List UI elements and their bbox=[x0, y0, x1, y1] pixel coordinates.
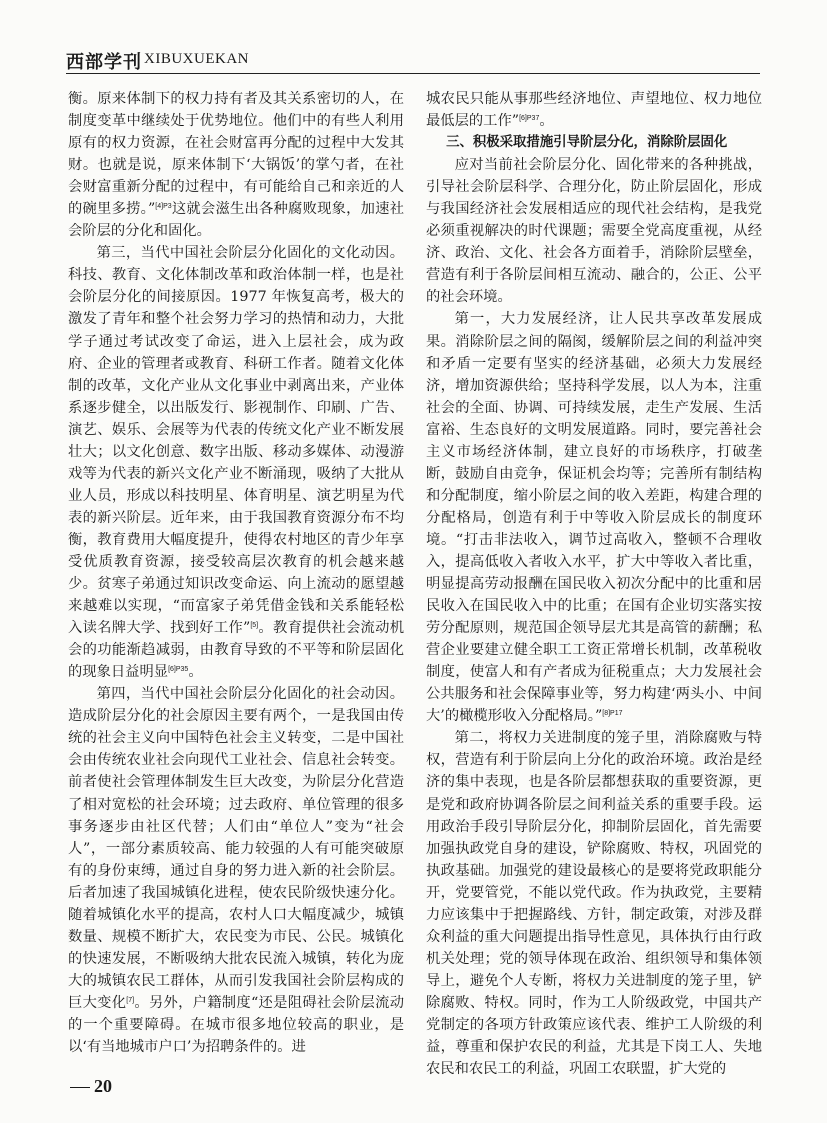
paragraph: 应对当前社会阶层分化、固化带来的各种挑战，引导社会阶层科学、合理分化，防止阶层固化，形成与我国经济社会发展相适应的现代社会结构，是我党必须重视解决的时代课题；需要全党高度重视，从经济、政治、文化、社会各方面着手，消除阶层壁垒，营造有利于各阶层间相互流动、融合的，公正、公平的社会环境。 bbox=[426, 157, 762, 306]
citation-ref: [5] bbox=[250, 622, 259, 630]
citation-ref: [6]P35 bbox=[168, 666, 189, 674]
page-header bbox=[66, 44, 760, 76]
paragraph: 第二，将权力关进制度的笼子里，消除腐败与特权，营造有利于阶层向上分化的政治环境。政治是经济的集中表现，也是各阶层都想获取的重要资源，更是党和政府协调各阶层之间利益关系的重要手段。运用政治手段引导阶层分化，抑制阶层固化，首先需要加强执政党自身的建设，铲除腐败、特权，巩固党的执政基础。加强党的建设最核心的是要将党政职能分开，党要管党，不能以党代政。作为执政党，主要精力应该集中于把握路线、方针，制定政策，对涉及群众利益的重大问题提出指导性意见，具体执行由行政机关处理；党的领导体现在政治、组织领导和集体领导上，避免个人专断，将权力关进制度的笼子里，铲除腐败、特权。同时，作为工人阶级政党，中国共产党制定的各项方针政策应该代表、维护工人阶级的利益，尊重和保护农民的利益，尤其是下岗工人、失地农民和农民工的利益，巩固工农联盟，扩大党的 bbox=[426, 730, 762, 1078]
left-column bbox=[68, 88, 404, 1058]
journal-name-cn: 西部学刊 bbox=[66, 52, 142, 73]
paragraph: 城农民只能从事那些经济地位、声望地位、权力地位最低层的工作”$^{[6]P37}$。 bbox=[426, 91, 762, 130]
paragraph: 第四，当代中国社会阶层分化固化的社会动因。造成阶层分化的社会原因主要有两个，一是我国由传统的社会主义向中国特色社会主义转变，二是中国社会由传统农业社会向现代工业社会、信息社会转变。前者使社会管理体制发生巨大改变，为阶层分化营造了相对宽松的社会环境；过去政府、单位管理的很多事务逐步由社区代替；人们由“单位人”变为“社会人”，一部分素质较高、能力较强的人有可能突破原有的身份束缚，通过自身的努力进入新的社会阶层。后者加速了我国城镇化进程，使农民阶级快速分化。随着城镇化水平的提高，农村人口大幅度减少，城镇数量、规模不断扩大，农民变为市民、公民。城镇化的快速发展，不断吸纳大批农民流入城镇，转化为庞大的城镇农民工群体，从而引发我国社会阶层构成的巨大变化[7]。另外，户籍制度“还是阻碍社会阶层流动的一个重要障碍。在城市很多地位较高的职业，是以‘有当地城市户口’为招聘条件的。进 bbox=[68, 686, 404, 1056]
page-number: 20 bbox=[70, 1076, 112, 1097]
citation-ref: [4]P3 bbox=[155, 203, 172, 211]
citation-ref: [6]P37 bbox=[519, 115, 540, 123]
citation-ref: [7] bbox=[126, 996, 135, 1004]
citation-ref: [8]P17 bbox=[602, 710, 623, 718]
right-column bbox=[426, 88, 762, 1080]
section-heading: 三、积极采取措施引导阶层分化，消除阶层固化 bbox=[446, 135, 728, 151]
journal-name-en: XIBUXUEKAN bbox=[144, 51, 249, 67]
paragraph: 第一，大力发展经济，让人民共享改革发展成果。消除阶层之间的隔阂，缓解阶层之间的利益冲突和矛盾一定要有坚实的经济基础，必须大力发展经济，增加资源供给；坚持科学发展，以人为本，注重社会的全面、协调、可持续发展，走生产发展、生活富裕、生态良好的文明发展道路。同时，要完善社会主义市场经济体制，建立良好的市场秩序，打破垄断，鼓励自由竞争，保证机会均等；完善所有制结构和分配制度，缩小阶层之间的收入差距，构建合理的分配格局，创造有利于中等收入阶层成长的制度环境。“打击非法收入，调节过高收入，整顿不合理收入，提高低收入者收入水平，扩大中等收入者比重，明显提高劳动报酬在国民收入初次分配中的比重和居民收入在国民收入中的比重；在国有企业切实落实按劳分配原则，规范国企领导层尤其是高管的薪酬；私营企业要建立健全职工工资正常增长机制，改革税收制度，使富人和有产者成为征税重点；大力发展社会公共服务和社会保障事业等，努力构建‘两头小、中间大’的橄榄形收入分配格局。”$^{[8]P17}$ bbox=[426, 311, 762, 725]
paragraph: 第三，当代中国社会阶层分化固化的文化动因。科技、教育、文化体制改革和政治体制一样，也是社会阶层分化的间接原因。1977 年恢复高考，极大的激发了青年和整个社会努力学习的热情和动力，大批学子通过考试改变了命运，进入上层社会，成为政府、企业的管理者或教育、科研工作者。随着文化体制的改革，文化产业从文化事业中剥离出来，产业体系逐步健全，以出版发行、影视制作、印刷、广告、演艺、娱乐、会展等为代表的传统文化产业不断发展壮大；以文化创意、数字出版、移动多媒体、动漫游戏等为代表的新兴文化产业不断涌现，吸纳了大批从业人员，形成以科技明星、体育明星、演艺明星为代表的新兴阶层。近年来，由于我国教育资源分布不均衡，教育费用大幅度提升，使得农村地区的青少年享受优质教育资源，接受较高层次教育的机会越来越少。贫寒子弟通过知识改变命运、向上流动的愿望越来越难以实现，“而富家子弟凭借金钱和关系能轻松入读名牌大学、找到好工作”[5]。教育提供社会流动机会的功能渐趋减弱，由教育导致的不平等和阶层固化的现象日益明显$^{[6]P35}$。 bbox=[68, 245, 404, 681]
page-number-dash bbox=[70, 1087, 90, 1088]
paragraph: 衡。原来体制下的权力持有者及其关系密切的人，在制度变革中继续处于优势地位。他们中的有些人利用原有的权力资源，在社会财富再分配的过程中大发其财。也就是说，原来体制下‘大锅饭’的掌勺者，在社会财富重新分配的过程中，有可能给自己和亲近的人的碗里多捞。”$^{[4]P3}$这就会滋生出各种腐败现象，加速社会阶层的分化和固化。 bbox=[68, 91, 404, 240]
header-rule bbox=[66, 73, 760, 74]
